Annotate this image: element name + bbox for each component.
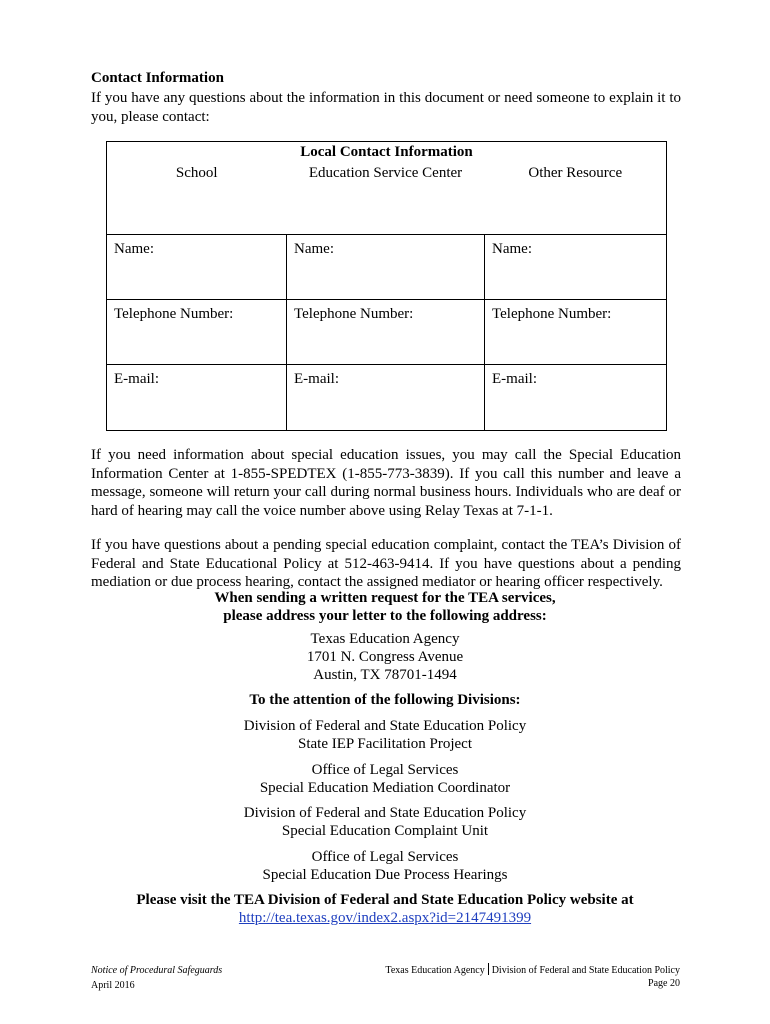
mailing-address bbox=[0, 630, 770, 684]
other-email-field[interactable] bbox=[485, 365, 667, 431]
division-unit: Special Education Due Process Hearings bbox=[262, 867, 508, 883]
other-phone-field[interactable] bbox=[485, 300, 667, 365]
phone-label: Telephone Number: bbox=[294, 306, 414, 322]
name-label: Name: bbox=[492, 241, 532, 257]
division-unit: Special Education Mediation Coordinator bbox=[259, 780, 511, 796]
name-label: Name: bbox=[294, 241, 334, 257]
footer-doc-title: Notice of Procedural Safeguards bbox=[91, 965, 223, 976]
other-name-field[interactable] bbox=[485, 235, 667, 300]
contact-heading: Contact Information bbox=[91, 70, 224, 86]
phone-label: Telephone Number: bbox=[492, 306, 612, 322]
column-header-esc: Education Service Center bbox=[287, 161, 485, 235]
attention-heading: To the attention of the following Divisions: bbox=[249, 692, 521, 708]
esc-email-field[interactable] bbox=[287, 365, 485, 431]
division-name: Office of Legal Services bbox=[311, 849, 459, 865]
written-request-line2: please address your letter to the following address: bbox=[223, 608, 547, 624]
contact-intro: If you have any questions about the information in this document or need someone to explain it to you, please contact: bbox=[91, 90, 681, 125]
division-unit: State IEP Facilitation Project bbox=[298, 736, 472, 752]
written-request-heading bbox=[0, 589, 770, 625]
written-request-line1: When sending a written request for the TEA services, bbox=[214, 590, 556, 606]
spedtex-paragraph: If you need information about special education issues, you may call the Special Education Information Center at 1-855-SPEDTEX (1-855-773-3839). If you call this number and leave a message, someone will return your call during normal business hours. Individuals who are deaf or hard of hearing may call the voice number above using Relay Texas at 7-1-1. bbox=[91, 447, 681, 519]
local-contact-table bbox=[106, 141, 667, 431]
complaint-paragraph: If you have questions about a pending special education complaint, contact the TEA’s Division of Federal and State Educational Policy at 512-463-9414. If you have questions about a pending mediation or due process hearing, contact the assigned mediator or hearing officer respectively. bbox=[91, 537, 681, 590]
address-city: Austin, TX 78701-1494 bbox=[313, 667, 457, 683]
division-block-1 bbox=[0, 717, 770, 753]
phone-label: Telephone Number: bbox=[114, 306, 234, 322]
column-header-school: School bbox=[107, 161, 287, 235]
school-email-field[interactable] bbox=[107, 365, 287, 431]
footer-division: Division of Federal and State Education Policy bbox=[491, 965, 680, 976]
division-block-4 bbox=[0, 848, 770, 884]
footer-page-number: Page 20 bbox=[648, 978, 680, 989]
column-header-other: Other Resource bbox=[485, 161, 667, 235]
division-block-2 bbox=[0, 761, 770, 797]
email-label: E-mail: bbox=[114, 371, 159, 387]
website-link[interactable]: http://tea.texas.gov/index2.aspx?id=2147491399 bbox=[238, 910, 532, 926]
school-phone-field[interactable] bbox=[107, 300, 287, 365]
email-label: E-mail: bbox=[294, 371, 339, 387]
footer-date: April 2016 bbox=[91, 980, 135, 991]
name-label: Name: bbox=[114, 241, 154, 257]
footer-left bbox=[91, 963, 222, 993]
footer-separator bbox=[488, 963, 489, 975]
footer-right bbox=[385, 963, 680, 990]
division-name: Office of Legal Services bbox=[311, 762, 459, 778]
esc-phone-field[interactable] bbox=[287, 300, 485, 365]
esc-name-field[interactable] bbox=[287, 235, 485, 300]
division-name: Division of Federal and State Education Policy bbox=[243, 805, 527, 821]
division-block-3 bbox=[0, 804, 770, 840]
division-unit: Special Education Complaint Unit bbox=[281, 823, 489, 839]
website-link-row bbox=[0, 909, 770, 927]
address-street: 1701 N. Congress Avenue bbox=[306, 649, 464, 665]
address-org: Texas Education Agency bbox=[310, 631, 460, 647]
division-name: Division of Federal and State Education Policy bbox=[243, 718, 527, 734]
school-name-field[interactable] bbox=[107, 235, 287, 300]
footer-agency-line bbox=[385, 963, 680, 977]
table-title: Local Contact Information bbox=[107, 142, 667, 162]
footer-agency: Texas Education Agency bbox=[385, 965, 485, 976]
website-text: Please visit the TEA Division of Federal and State Education Policy website at bbox=[136, 892, 634, 908]
email-label: E-mail: bbox=[492, 371, 537, 387]
